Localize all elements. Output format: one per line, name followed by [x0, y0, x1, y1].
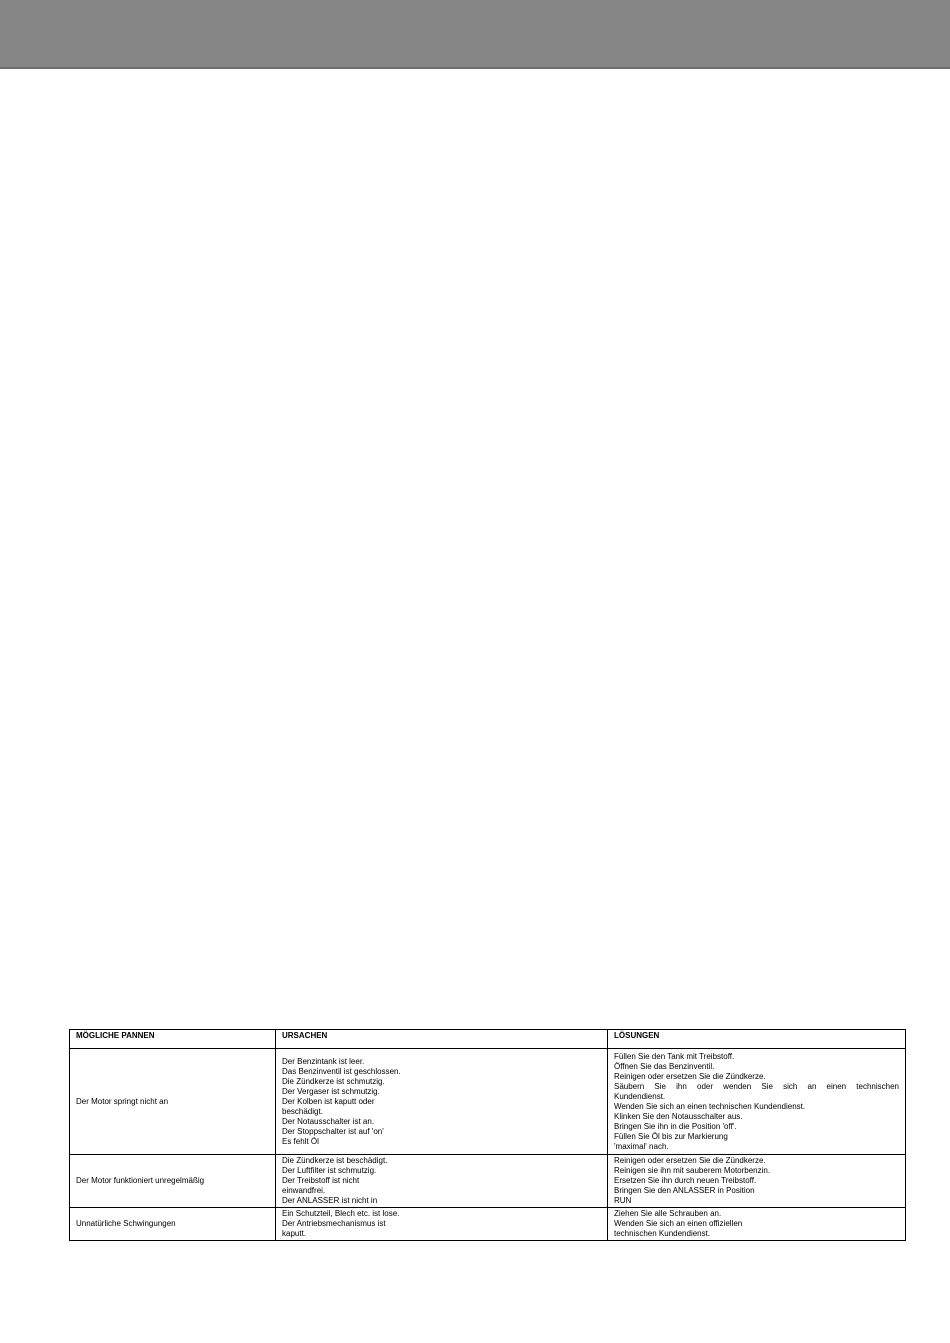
causes-cell	[276, 1049, 608, 1155]
solution-item: Klinken Sie den Notausschalter aus.	[614, 1111, 743, 1121]
solution-item: Reinigen sie ihn mit sauberem Motorbenzin.	[614, 1166, 771, 1175]
solution-item: Kundendienst.	[614, 1091, 666, 1101]
problem-cell: Der Motor springt nicht an	[70, 1049, 276, 1155]
cause-item: Der Antriebsmechanismus ist	[282, 1219, 386, 1228]
solution-item: Öffnen Sie das Benzinventil.	[614, 1061, 715, 1071]
cause-item: Die Zündkerze ist schmutzig.	[282, 1076, 385, 1086]
solution-item: Reinigen oder ersetzen Sie die Zündkerze.	[614, 1156, 766, 1165]
cause-item: einwandfrei.	[282, 1186, 326, 1195]
solution-item: Wenden Sie sich an einen technischen Kundendienst.	[614, 1101, 806, 1111]
problem-cell: Unnatürliche Schwingungen	[70, 1208, 276, 1241]
cause-item: Der Luftfilter ist schmutzig.	[282, 1166, 377, 1175]
cause-item: kaputt.	[282, 1229, 307, 1238]
solution-item: Reinigen oder ersetzen Sie die Zündkerze.	[614, 1071, 766, 1081]
cause-item: Der Vergaser ist schmutzig.	[282, 1086, 380, 1096]
header-bar	[0, 0, 950, 69]
problem-cell: Der Motor funktioniert unregelmäßig	[70, 1155, 276, 1208]
solution-item: Bringen Sie ihn in die Position 'off'.	[614, 1121, 737, 1131]
header-causes: URSACHEN	[276, 1030, 608, 1049]
solutions-cell	[608, 1049, 906, 1155]
table-row	[70, 1208, 906, 1241]
causes-cell	[276, 1155, 608, 1208]
header-solutions: LÖSUNGEN	[608, 1030, 906, 1049]
cause-item: Der Stoppschalter ist auf 'on'	[282, 1126, 384, 1136]
solution-item: Wenden Sie sich an einen offiziellen	[614, 1219, 743, 1228]
solution-item: Ersetzen Sie ihn durch neuen Treibstoff.	[614, 1176, 757, 1185]
cause-item: Der Notausschalter ist an.	[282, 1116, 375, 1126]
cause-item: beschädigt.	[282, 1106, 323, 1116]
cause-item: Der Treibstoff ist nicht	[282, 1176, 360, 1185]
cause-item: Das Benzinventil ist geschlossen.	[282, 1066, 401, 1076]
solution-item: Säubern Sie ihn oder wenden Sie sich an einen technischen	[614, 1081, 899, 1091]
solution-item: Füllen Sie Öl bis zur Markierung	[614, 1131, 728, 1141]
cause-item: Es fehlt Öl	[282, 1136, 319, 1146]
solution-item: 'maximal' nach.	[614, 1141, 669, 1151]
solution-item: technischen Kundendienst.	[614, 1229, 711, 1238]
cause-item: Ein Schutzteil, Blech etc. ist lose.	[282, 1209, 400, 1218]
table-row	[70, 1049, 906, 1155]
solution-item: Bringen Sie den ANLASSER in Position	[614, 1186, 755, 1195]
troubleshooting-table	[69, 1029, 906, 1241]
cause-item: Der Kolben ist kaputt oder	[282, 1096, 375, 1106]
solution-item: RUN	[614, 1196, 632, 1205]
solutions-cell	[608, 1155, 906, 1208]
table-row	[70, 1155, 906, 1208]
solution-item: Füllen Sie den Tank mit Treibstoff.	[614, 1051, 735, 1061]
cause-item: Der ANLASSER ist nicht in	[282, 1196, 378, 1205]
table-header-row	[70, 1030, 906, 1049]
cause-item: Die Zündkerze ist beschädigt.	[282, 1156, 388, 1165]
header-problems: MÖGLICHE PANNEN	[70, 1030, 276, 1049]
cause-item: Der Benzintank ist leer.	[282, 1056, 365, 1066]
solutions-cell	[608, 1208, 906, 1241]
causes-cell	[276, 1208, 608, 1241]
solution-item: Ziehen Sie alle Schrauben an.	[614, 1209, 722, 1218]
